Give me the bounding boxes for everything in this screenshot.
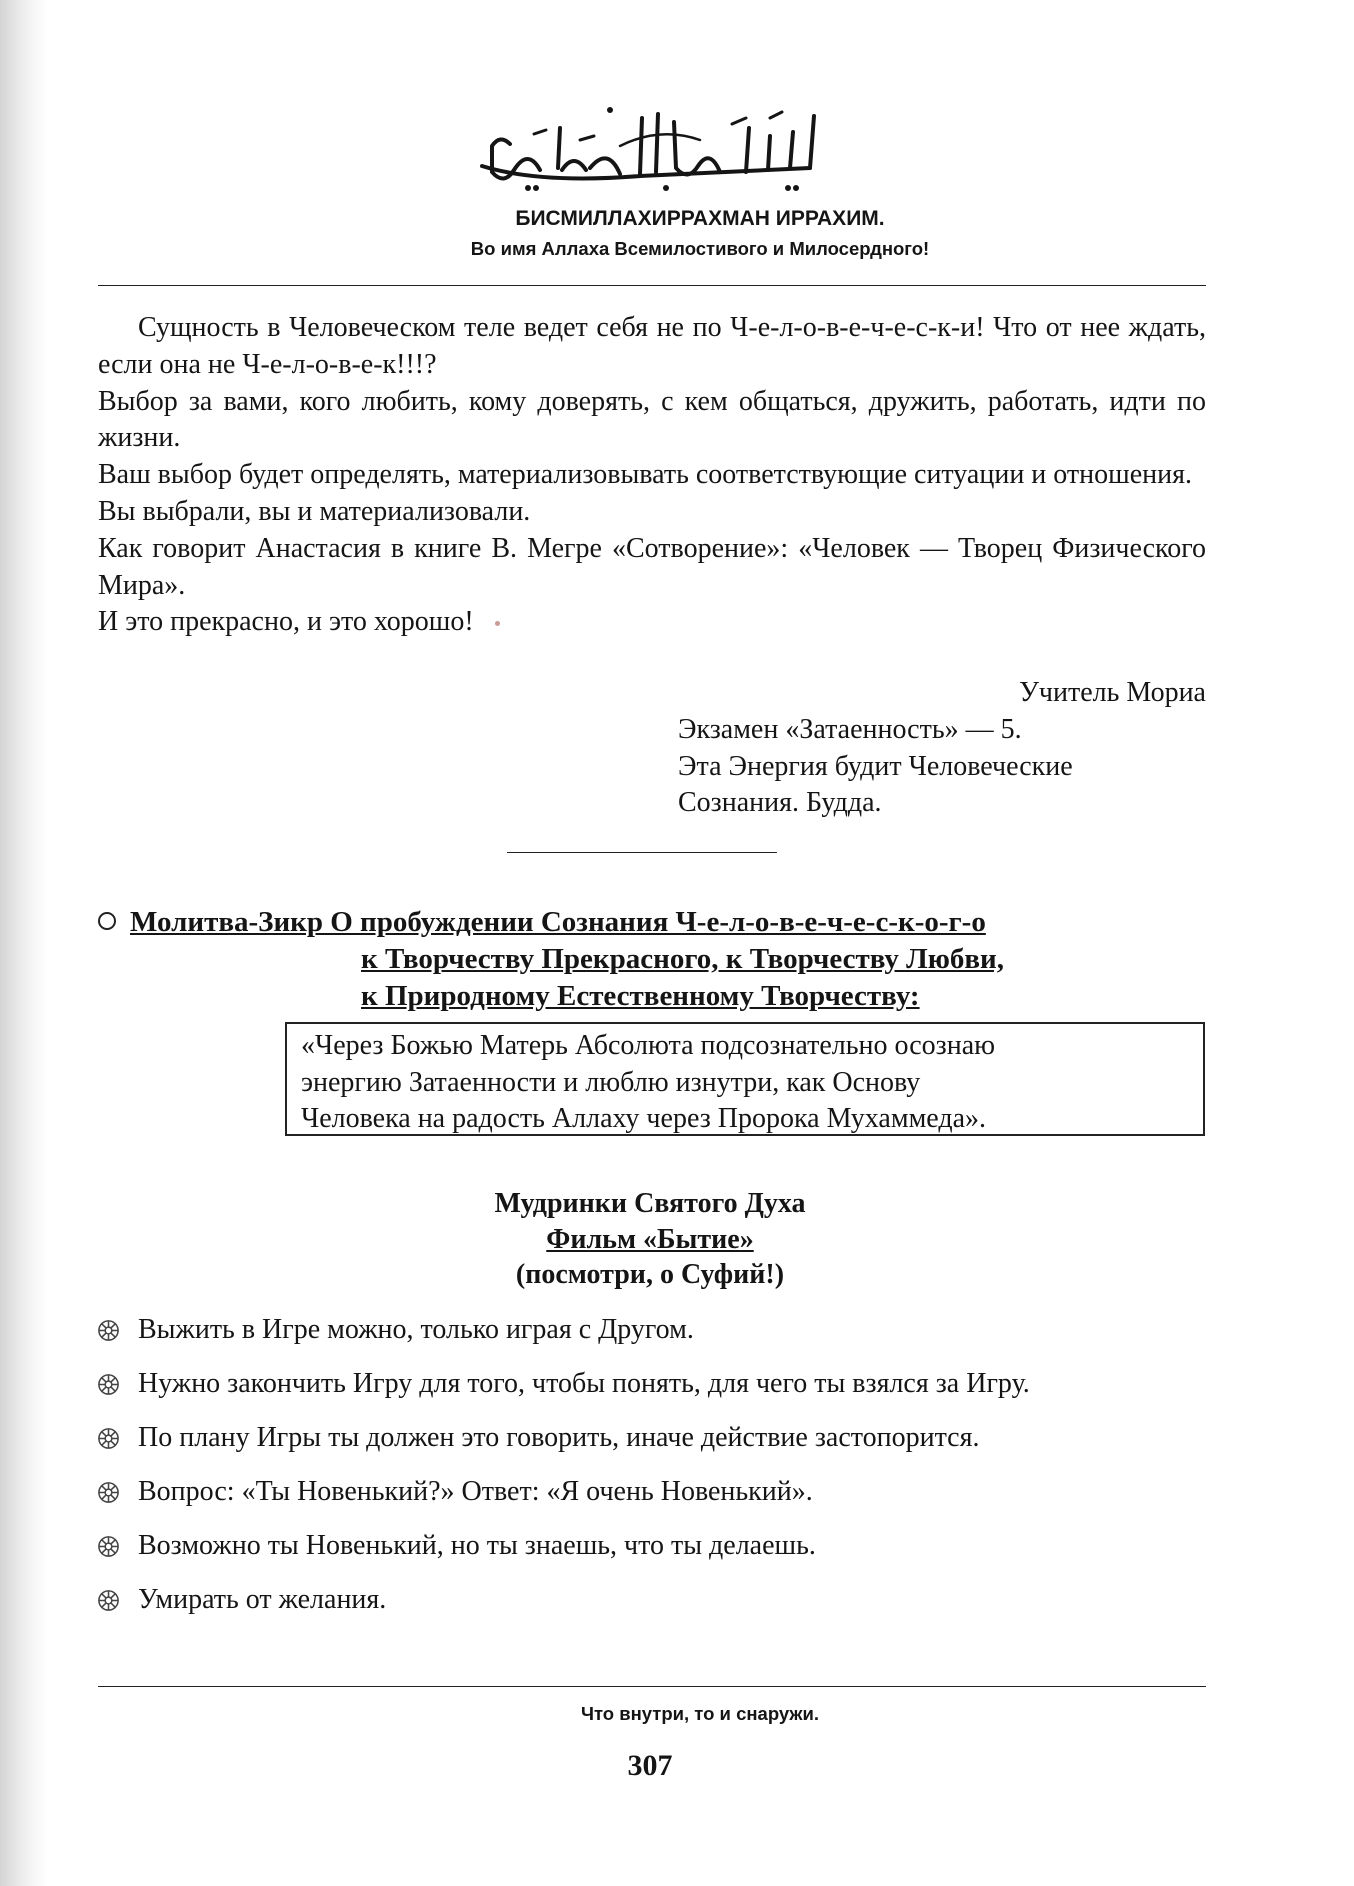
main-paragraph: Как говорит Анастасия в книге В. Мегре «Сотворение»: «Человек — Творец Физического Мира». <box>98 532 1206 601</box>
main-paragraph: Выбор за вами, кого любить, кому доверять, с кем общаться, дружить, работать, идти по жизни. <box>98 385 1206 454</box>
wheel-bullet-icon <box>97 1427 120 1450</box>
ink-speck <box>495 621 500 626</box>
prayer-text-line: энергию Затаенности и люблю изнутри, как Основу <box>301 1066 921 1098</box>
prayer-text-line: Человека на радость Аллаху через Пророка Мухаммеда». <box>301 1103 987 1134</box>
section-divider <box>507 852 777 853</box>
wheel-bullet-icon <box>97 1589 120 1612</box>
wisdom-title: Мудринки Святого Духа <box>494 1188 806 1219</box>
list-item <box>94 1474 1204 1511</box>
wheel-bullet-icon <box>97 1373 120 1396</box>
prayer-title-line: Молитва-Зикр О пробуждении Сознания Ч-е-л-о-в-е-ч-е-с-к-о-г-о <box>130 906 986 938</box>
prayer-text-line: «Через Божью Матерь Абсолюта подсознательно осознаю <box>301 1030 996 1061</box>
main-paragraph: Вы выбрали, вы и материализовали. <box>98 495 531 527</box>
signature-line: Эта Энергия будит Человеческие <box>678 750 1073 782</box>
list-item <box>94 1528 1204 1565</box>
footer-motto: Что внутри, то и снаружи. <box>580 1703 820 1724</box>
page-number: 307 <box>627 1749 673 1782</box>
wheel-bullet-icon <box>97 1481 120 1504</box>
wisdom-item-text: Нужно закончить Игру для того, чтобы понять, для чего ты взялся за Игру. <box>138 1368 1030 1399</box>
wheel-bullet-icon <box>97 1535 120 1558</box>
basmala-calligraphy <box>470 88 830 198</box>
wisdom-header <box>300 1186 1000 1293</box>
signature-author: Учитель Мориа <box>1019 677 1206 708</box>
signature-line: Экзамен «Затаенность» — 5. <box>678 713 1022 745</box>
wisdom-item-text: По плану Игры ты должен это говорить, иначе действие застопорится. <box>138 1422 980 1453</box>
list-item <box>94 1312 1204 1349</box>
wisdom-item-text: Возможно ты Новенький, но ты знаешь, что ты делаешь. <box>138 1530 816 1561</box>
main-paragraph: Сущность в Человеческом теле ведет себя не по Ч-е-л-о-в-е-ч-е-с-к-и! Что от нее ждать, если она не Ч-е-л-о-в-е-к!!!? <box>98 312 1206 380</box>
wisdom-note: (посмотри, о Суфий!) <box>515 1259 785 1290</box>
bismillah-translation: Во имя Аллаха Всемилостивого и Милосердного! <box>470 238 930 259</box>
wisdom-item-text: Вопрос: «Ты Новенький?» Ответ: «Я очень Новенький». <box>138 1476 813 1507</box>
main-paragraph: Ваш выбор будет определять, материализовывать соответствующие ситуации и отношения. <box>98 459 1192 491</box>
list-item <box>94 1420 1204 1457</box>
list-item <box>94 1366 1204 1403</box>
bismillah-transliteration: БИСМИЛЛАХИРРАХМАН ИРРАХИМ. <box>515 207 885 230</box>
prayer-text-box <box>285 1022 1205 1136</box>
wheel-bullet-icon <box>97 1319 120 1342</box>
bottom-divider <box>98 1686 1206 1687</box>
prayer-title-line: к Природному Естественному Творчеству: <box>361 980 920 1012</box>
signature-block <box>678 675 1206 822</box>
prayer-title <box>98 904 1206 1015</box>
wisdom-item-text: Выжить в Игре можно, только играя с Другом. <box>138 1314 694 1345</box>
prayer-title-line: к Творчеству Прекрасного, к Творчеству Любви, <box>361 943 1004 975</box>
wisdom-film: Фильм «Бытие» <box>546 1223 754 1255</box>
wisdom-list <box>94 1312 1204 1636</box>
wisdom-item-text: Умирать от желания. <box>138 1584 387 1615</box>
list-item <box>94 1582 1204 1619</box>
main-paragraph: И это прекрасно, и это хорошо! <box>98 606 474 638</box>
top-divider <box>98 285 1206 286</box>
signature-line: Сознания. Будда. <box>678 787 882 819</box>
circle-bullet-icon <box>98 912 116 930</box>
main-text <box>98 310 1206 641</box>
